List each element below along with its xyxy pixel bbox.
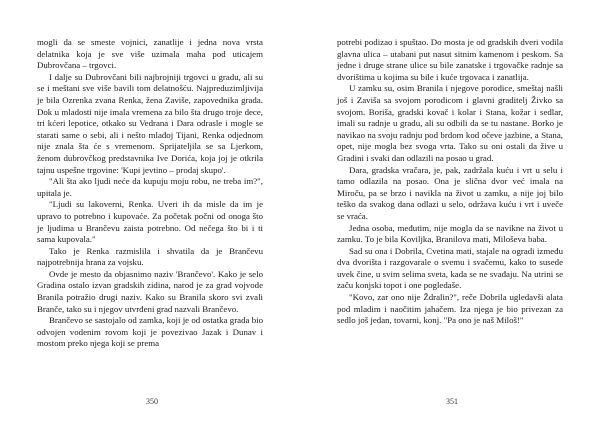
paragraph: Ovde je mesto da objasnimo naziv 'Brančevo'. Kako je selo Gradina ostalo izvan gradskih zidina, narod je za grad vojvode Branila potražio drugi naziv. Kako su Branila skoro svi zvali Branče, tako su i njegov utvrđeni grad nazvali Brančevo. [37, 268, 263, 314]
right-page [300, 0, 600, 424]
paragraph: mogli da se smeste vojnici, zanatlije i jedna nova vrsta delatnika koja je sve više uzimala maha pod uticajem Dubrovčana – trgovci. [37, 37, 263, 71]
left-page-text [37, 37, 263, 350]
page-number: 351 [446, 397, 458, 406]
paragraph: "Ljudi su lakoverni, Renka. Uveri ih da misle da im je upravo to potrebno i kupovaće. Za početak počni od onoga što je ljudima u Brančevu zaista potrebno. Od nečega što bi i ti sama kupovala." [37, 199, 263, 245]
paragraph: Dara, gradska vračara, je, pak, zadržala kuću i vrt u selu i tamo odlazila na posao. Ona je slična dvor već imala na Miroču, pa se brzo i navikla na život u zamku, a nije joj bilo teško da svakog dana odlazi u selo, održava kuću i vrt i uveče se vraća. [337, 164, 563, 221]
paragraph: Jedna osoba, međutim, nije mogla da se navikne na život u zamku. To je bila Koviljka, Branilova mati, Miloševa baba. [337, 222, 563, 245]
paragraph: Tako je Renka razmislila i shvatila da je Brančevu najpotrebnija hrana za vojsku. [37, 245, 263, 268]
page-number: 350 [146, 397, 158, 406]
paragraph: Sad su ona i Dobrila, Cvetina mati, stajale na ogradi između dva dvorišta i razgovarale o svemu i svačemu, kako to susede uvek čine, u svim selima sveta, kada se ne svađaju. Na utrini se začu konjski topot i one pogledaše. [337, 245, 563, 291]
paragraph: "Kovo, zar ono nije Ždralin?", reče Dobrila ugledavši alata pod mladim i naočitim jahačem. Iza njega je bio privezan za sedlo još jedan, tovarni, konj. "Pa ono je naš Miloš!" [337, 292, 563, 326]
paragraph: potrebi podizao i spuštao. Do mosta je od gradskih dveri vodila glavna ulica – utabani put nasut sitnim kamenom i peskom. Sa jedne i druge strane ulice su bile zanatske i trgovačke radnje sa dvorištima u kojima su bile i kuće trgovaca i zanatlija. [337, 37, 563, 82]
paragraph: I dalje su Dubrovčani bili najbrojniji trgovci u gradu, ali su se i meštani sve više bavili tom delatnošću. Najpreduzimljivija je bila Ozrenka zvana Renka, žena Zaviše, zapovednika grada. Dok u mladosti nije imala vremena za bilo šta drugo troje dece, tri kćeri lepotice, otkako su Vedrana i Dara odrasle i mogle se starati same o sebi, ali i nešto mlađoj Tijani, Renka odjednom nije znala šta će s vremenom. Sprijateljila se sa Ljerkom, ženom dubrovčkog predstavnika Ive Dorića, koja joj je otkrila tajnu uspešne trgovine: 'Kupi jevtino – prodaj skupo'. [37, 71, 263, 175]
paragraph: U zamku su, osim Branila i njegove porodice, smeštaj našli još i Zaviša sa svojom porodicom i glavni graditelj Živko sa svojom. Boriša, gradski kovač i kolar i Stana, kožar i sedlar, imali su radnje u gradu, ali su odbili da se tu nastane. Borko je navikao na svoju radnju pod brdom kod očeve jazbine, a Stana, opet, nije mogla bez svoga vrta. Tako su oni ostali da žive u Gradini i svaki dan odlazili na posao u grad. [337, 83, 563, 163]
paragraph: "Ali šta ako ljudi neće da kupuju moju robu, ne treba im?", upitala je. [37, 176, 263, 198]
paragraph: Brančevo se sastojalo od zamka, koji je od ostatka grada bio odvojen vodenim rovom koji je povezivao Jazak i Dunav i mostom preko njega koji se prema [37, 315, 263, 349]
right-page-text [337, 37, 563, 327]
